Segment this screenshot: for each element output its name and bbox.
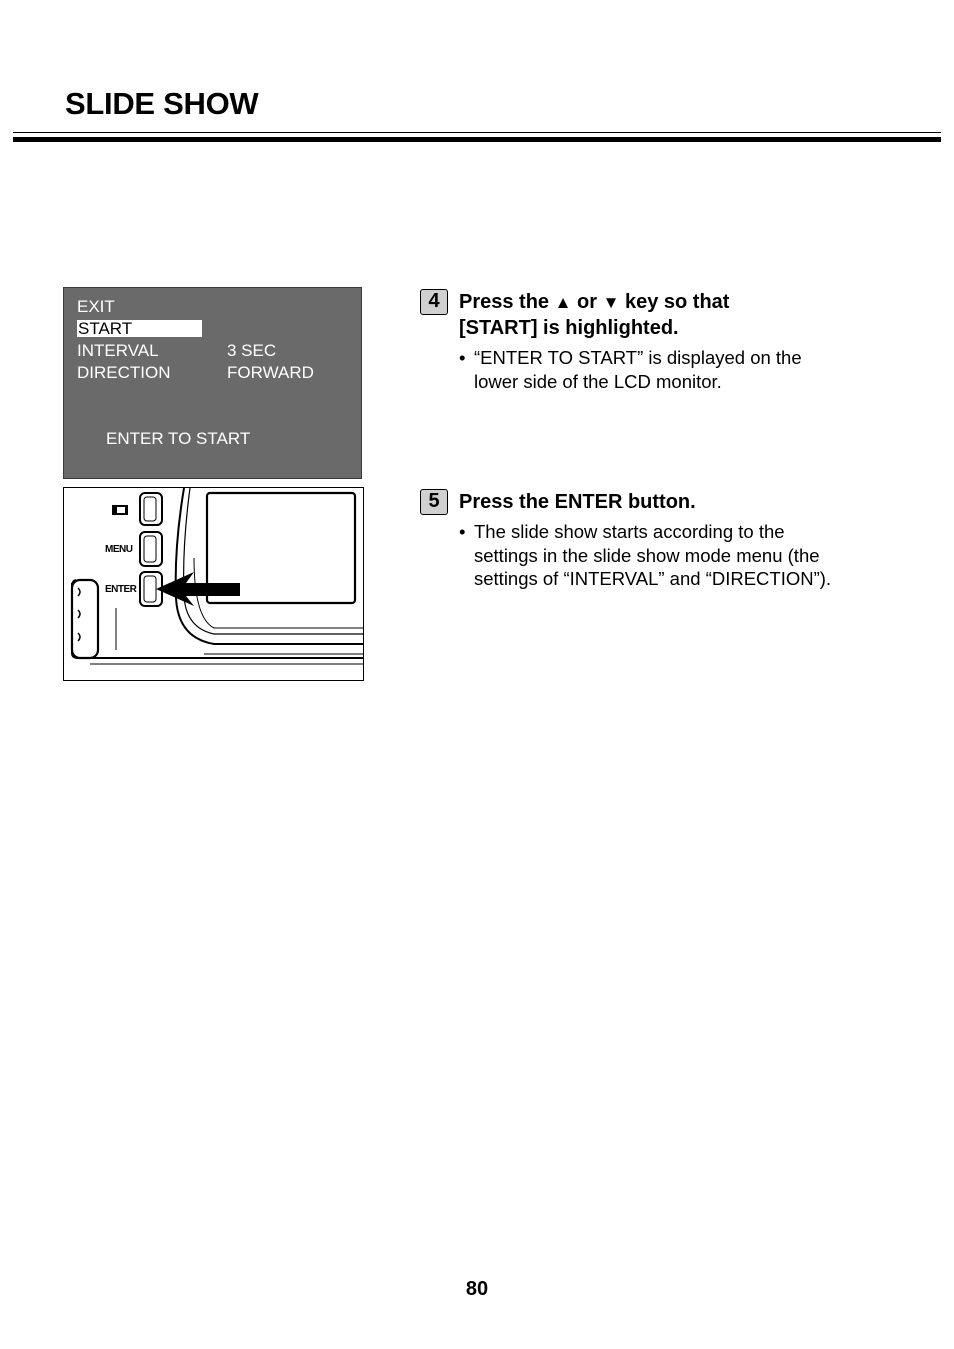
menu-button-label: MENU [105, 544, 133, 555]
camera-back-illustration [63, 487, 364, 681]
bullet-text: settings in the slide show mode menu (the [474, 545, 820, 566]
header-rule-thin [13, 132, 941, 133]
bullet-text: The slide show starts according to the [474, 521, 785, 542]
menu-button [140, 532, 162, 566]
heading-text: Press the [459, 291, 550, 313]
display-button [140, 493, 162, 525]
menu-item-interval: INTERVAL [77, 341, 159, 360]
step-4-heading-line2: [START] is highlighted. [459, 317, 679, 339]
menu-value-interval: 3 SEC [227, 341, 277, 360]
menu-item-direction: DIRECTION [77, 363, 171, 382]
up-arrow-icon: ▲ [554, 293, 572, 312]
step-number-badge: 4 [420, 289, 448, 315]
step-5-heading: Press the ENTER button. [459, 491, 696, 513]
display-icon [112, 505, 128, 515]
page-title: SLIDE SHOW [65, 86, 259, 121]
enter-button-label: ENTER [105, 584, 137, 595]
lcd-slide-show-menu [63, 287, 362, 479]
camera-drawing [64, 488, 363, 680]
step-4-heading-line1 [459, 289, 729, 316]
header-rule-thick [13, 137, 941, 142]
bullet-text: settings of “INTERVAL” and “DIRECTION”). [474, 568, 832, 589]
down-arrow-icon: ▼ [602, 293, 620, 312]
menu-item-start-highlighted [77, 320, 202, 337]
page-number: 80 [465, 1278, 489, 1300]
menu-item-exit: EXIT [77, 297, 115, 316]
lcd-footer-message: ENTER TO START [106, 429, 251, 448]
bullet-text: “ENTER TO START” is displayed on the [474, 347, 802, 368]
heading-text: key so that [624, 291, 730, 313]
grip-outline [72, 580, 98, 658]
bullet-text: lower side of the LCD monitor. [474, 371, 722, 392]
menu-value-direction: FORWARD [227, 363, 314, 382]
step-number-badge: 5 [420, 489, 448, 515]
bullet-icon: • [459, 521, 466, 542]
menu-item-start: START [78, 319, 133, 338]
bullet-icon: • [459, 347, 466, 368]
heading-text: or [577, 291, 598, 313]
